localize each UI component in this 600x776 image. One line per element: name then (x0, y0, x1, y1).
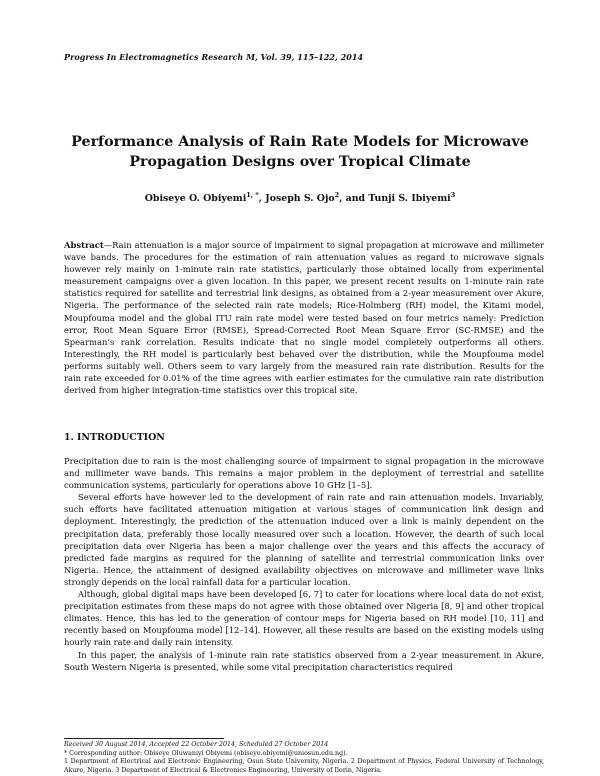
author-list (60, 193, 540, 205)
section-heading: 1. INTRODUCTION (64, 432, 165, 443)
footnotes (64, 741, 544, 775)
author-name: Joseph S. Ojo (265, 193, 335, 204)
paragraph: In this paper, the analysis of 1-minute rain rate statistics observed from a 2-year measurement in Akure, South Western Nigeria is presented, while some vital precipitation characteristics required (64, 649, 544, 672)
corresponding-author: * Corresponding author: Obiseye Oluwaniyi Obiyemi (obiseye.obiyemi@uniosun.edu.ng). (64, 749, 348, 757)
journal-header: Progress In Electromagnetics Research M, Vol. 39, 115–122, 2014 (64, 52, 364, 62)
paragraph: Several efforts have however led to the development of rain rate and rain attenuation models. Invariably, such efforts have facilitated attenuation mitigation at various stages of communication link design and deployment. Interestingly, the prediction of the attenuation induced over a link is mainly dependent on the precipitation data, preferably those locally measured over such a location. However, the dearth of such local precipitation data over Nigeria has been a major challenge over the years and this affects the accuracy of predicted fade margins as required for the planning of satellite and terrestrial communication links over Nigeria. Hence, the attainment of designed availability objectives on microwave and millimeter wave links strongly depends on the local rainfall data for a particular location. (64, 492, 544, 587)
author-separator: , and (339, 193, 369, 204)
abstract-text: —Rain attenuation is a major source of impairment to signal propagation at microwave and millimeter wave bands. The procedures for the estimation of rain attenuation values as regard to microwave signals however rely mainly on 1-minute rain rate statistics, particularly those obtained locally from experimental measurement campaigns over a given location. In this paper, we present recent results on 1-minute rain rate statistics required for satellite and terrestrial link designs, as obtained from a 2-year measurement over Akure, Nigeria. The performance of the selected rain rate models; Rice-Holmberg (RH) model, the Kitami model, Moupfouma model and the global ITU rain rate model were tested based on four metrics namely: Prediction error, Root Mean Square Error (RMSE), Spread-Corrected Root Mean Square Error (SC-RMSE) and the Spearman’s rank correlation. Results indicate that no single model completely outperforms all others. Interestingly, the RH model is particularly best behaved over the distribution, while the Moupfouma model performs suitably well. Others seem to vary largely from the measured rain rate distribution. Results for the rain rate exceeded for 0.01% of the time agrees with earlier estimates for the cumulative rain rate distribution derived from higher integration-time statistics over this tropical site. (64, 240, 544, 396)
paper-title: Performance Analysis of Rain Rate Models for Microwave Propagation Designs over Tropical Climate (71, 134, 529, 170)
author-name: Obiseye O. Obiyemi (144, 193, 247, 204)
abstract-heading: Abstract (64, 240, 104, 250)
footnote-rule (64, 738, 224, 739)
received-dates: Received 30 August 2014, Accepted 22 October 2014, Scheduled 27 October 2014 (64, 741, 329, 748)
author-separator: , (258, 193, 266, 204)
author-name: Tunji S. Ibiyemi (368, 193, 451, 204)
paragraph: Although, global digital maps have been developed [6, 7] to cater for locations where local data do not exist, precipitation estimates from these maps do not agree with those obtained over Nigeria [8, 9] and other tropical climates. Hence, this has led to the generation of contour maps for Nigeria based on RH model [10, 11] and recently based on Moupfouma model [12–14]. However, all these results are based on the existing models using hourly rain rate and daily rain intensity. (64, 589, 544, 648)
author-affiliation-mark: 2 (334, 191, 340, 199)
paragraph: Precipitation due to rain is the most challenging source of impairment to signal propagation in the microwave and millimeter wave bands. This remains a major problem in the deployment of terrestrial and satellite communication systems, particularly for operations above 10 GHz [1–5]. (64, 456, 544, 491)
abstract (64, 239, 544, 396)
author-affiliation-mark: 1, * (246, 191, 259, 199)
affiliations: 1 Department of Electrical and Electronic Engineering, Osun State University, Nigeria. 2 Department of Physics, Federal University of Technology, Akure, Nigeria. 3 Department of Electrical & Electronics Engineering, University of Ilorin, Nigeria. (64, 758, 544, 774)
introduction-body (64, 455, 544, 673)
author-affiliation-mark: 3 (450, 191, 456, 199)
